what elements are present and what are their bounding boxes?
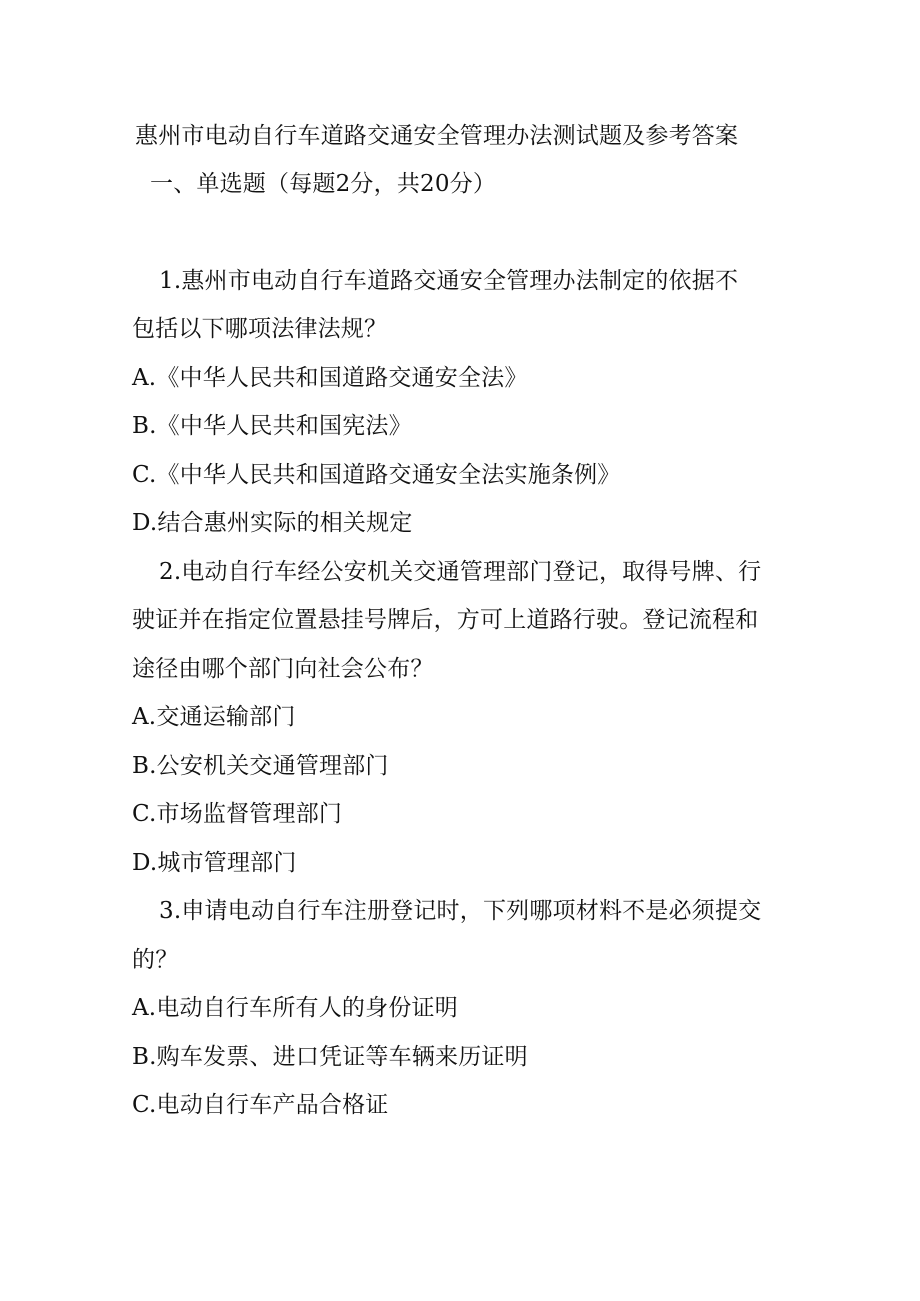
question-1-stem-line-1: 1.惠州市电动自行车道路交通安全管理办法制定的依据不: [159, 268, 739, 294]
question-3-option-b: B.购车发票、进口凭证等车辆来历证明: [132, 1044, 528, 1070]
question-3-option-c: C.电动自行车产品合格证: [132, 1092, 389, 1118]
question-2-stem-line-1: 2.电动自行车经公安机关交通管理部门登记，取得号牌、行: [159, 559, 762, 585]
question-3-stem-line-2: 的？: [132, 947, 179, 973]
question-2-option-a: A.交通运输部门: [132, 704, 296, 730]
question-2-option-c: C.市场监督管理部门: [132, 801, 343, 827]
question-1-option-d: D.结合惠州实际的相关规定: [132, 510, 413, 536]
section-heading: 一、单选题（每题2分，共20分）: [150, 171, 497, 197]
question-2-option-d: D.城市管理部门: [132, 850, 297, 876]
question-1-option-c: C.《中华人民共和国道路交通安全法实施条例》: [132, 462, 621, 488]
question-2-stem-line-2: 驶证并在指定位置悬挂号牌后，方可上道路行驶。登记流程和: [132, 607, 759, 633]
question-3-option-a: A.电动自行车所有人的身份证明: [132, 995, 458, 1021]
question-2-stem-line-3: 途径由哪个部门向社会公布？: [132, 656, 434, 682]
question-3-stem-line-1: 3.申请电动自行车注册登记时，下列哪项材料不是必须提交: [159, 898, 762, 924]
document-title: 惠州市电动自行车道路交通安全管理办法测试题及参考答案: [135, 123, 739, 149]
question-2-option-b: B.公安机关交通管理部门: [132, 753, 389, 779]
question-1-stem-line-2: 包括以下哪项法律法规？: [132, 316, 388, 342]
question-1-option-b: B.《中华人民共和国宪法》: [132, 413, 412, 439]
question-1-option-a: A.《中华人民共和国道路交通安全法》: [132, 365, 528, 391]
